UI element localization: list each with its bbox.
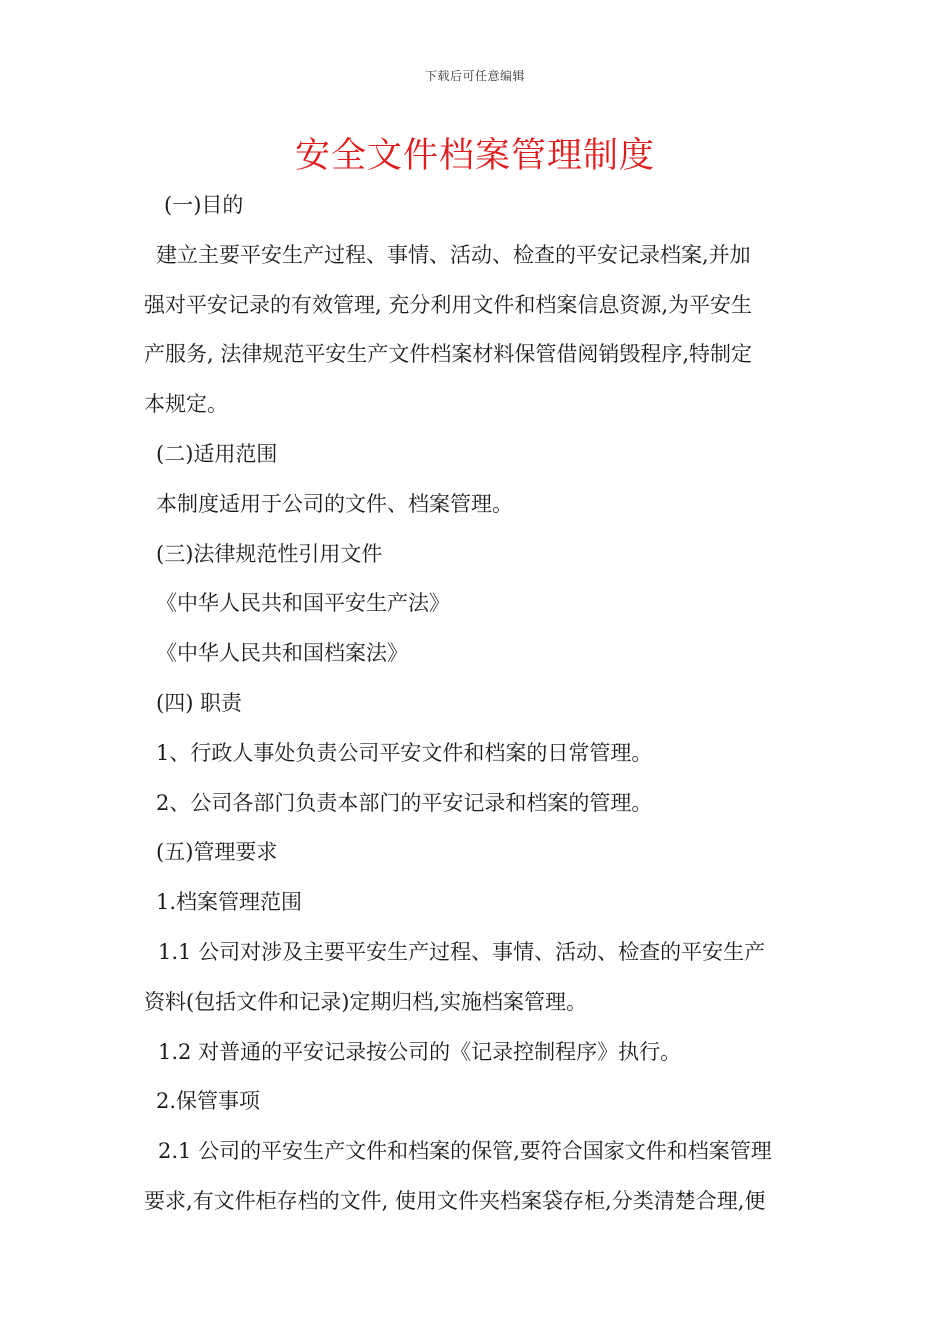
section-heading-requirements: (五)管理要求 [156, 840, 278, 865]
document-title: 安全文件档案管理制度 [294, 136, 655, 176]
section-heading-duties: (四) 职责 [156, 690, 243, 715]
paragraph-line: 建立主要平安生产过程、事情、活动、检查的平安记录档案,并加 [156, 242, 751, 267]
list-item: 2、公司各部门负责本部门的平安记录和档案的管理。 [156, 790, 653, 815]
section-heading-purpose: (一)目的 [164, 193, 244, 217]
paragraph-line: 要求,有文件柜存档的文件, 使用文件夹档案袋存柜,分类清楚合理,便 [144, 1188, 766, 1213]
paragraph-line: 本规定。 [144, 392, 228, 417]
section-heading-references: (三)法律规范性引用文件 [156, 541, 383, 566]
subsection-heading: 1.档案管理范围 [156, 890, 303, 915]
header-note: 下载后可任意编辑 [424, 69, 525, 83]
paragraph-line: 资料(包括文件和记录)定期归档,实施档案管理。 [144, 989, 588, 1014]
reference-item: 《中华人民共和国档案法》 [156, 641, 408, 666]
paragraph-line: 强对平安记录的有效管理, 充分利用文件和档案信息资源,为平安生 [144, 292, 753, 317]
paragraph-line: 2.1 公司的平安生产文件和档案的保管,要符合国家文件和档案管理 [158, 1139, 772, 1164]
reference-item: 《中华人民共和国平安生产法》 [156, 591, 450, 616]
paragraph-line: 产服务, 法律规范平安生产文件档案材料保管借阅销毁程序,特制定 [144, 342, 753, 367]
subsection-heading: 2.保管事项 [156, 1089, 261, 1114]
section-heading-scope: (二)适用范围 [156, 441, 278, 466]
list-item: 1、行政人事处负责公司平安文件和档案的日常管理。 [156, 740, 653, 765]
paragraph-line: 1.1 公司对涉及主要平安生产过程、事情、活动、检查的平安生产 [158, 939, 766, 964]
paragraph-line: 本制度适用于公司的文件、档案管理。 [156, 491, 513, 516]
paragraph-line: 1.2 对普通的平安记录按公司的《记录控制程序》执行。 [158, 1039, 682, 1064]
document-body [144, 181, 808, 1227]
